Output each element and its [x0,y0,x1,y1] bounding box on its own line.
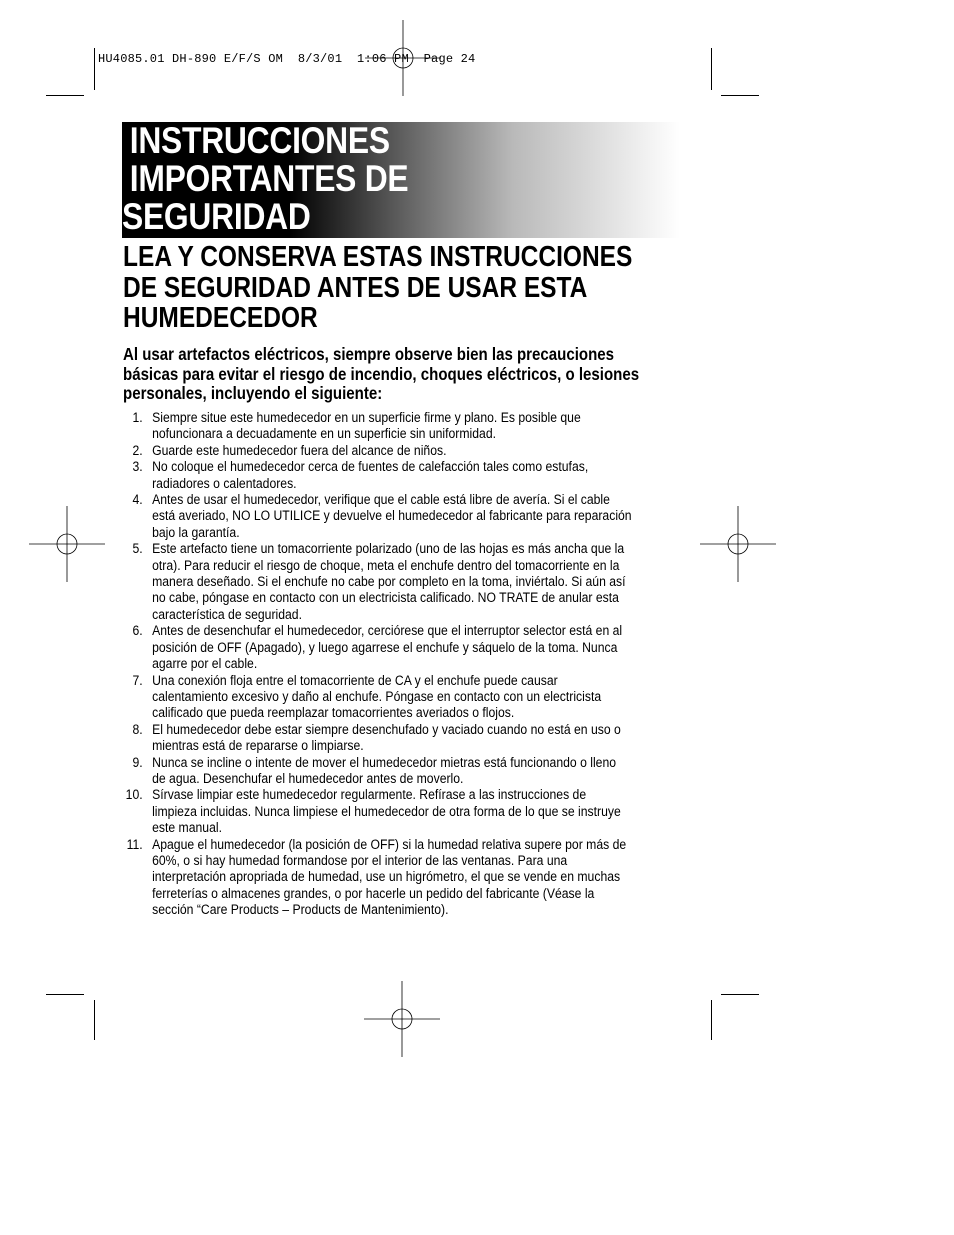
list-item [122,410,672,443]
crop-mark-bottom-right-horizontal [721,994,759,995]
registration-mark-bottom-icon [364,981,440,1057]
list-item-text: 60%, o si hay humedad formandose por el interior de las ventanas. Para una [152,852,568,869]
list-item-text: Siempre situe este humedecedor en un superficie firme y plano. Es posible que [152,410,581,426]
crop-mark-top-left-vertical [94,48,95,90]
list-item-number: 10. [125,787,143,804]
page-title-line: IMPORTANTES DE [129,158,409,199]
safety-instructions-list [122,410,672,919]
registration-mark-left-icon [29,506,105,582]
list-item-text: manera deseñado. Si el enchufe no cabe por completo en la toma, inviértalo. Si aún así [152,574,626,591]
list-item [122,623,672,672]
list-item-number: 3. [132,459,143,476]
list-item-text: Una conexión floja entre el tomacorriente de CA y el enchufe puede causar [152,672,558,689]
intro-line: Al usar artefactos eléctricos, siempre observe bien las precauciones [123,344,615,364]
registration-mark-top-icon [365,20,441,96]
list-item-text: está averiado, NO LO UTILICE y devuelve el humedecedor al fabricante para reparación [152,508,632,525]
list-item-text: característica de seguridad. [152,606,302,623]
crop-mark-top-left-horizontal [46,95,84,96]
list-item-text: Antes de desenchufar el humedecedor, cerciórese que el interruptor selector está en al [152,623,623,640]
intro-paragraph [123,345,673,404]
intro-line: básicas para evitar el riesgo de incendio, choques eléctricos, o lesiones [123,363,640,384]
list-item-number: 4. [132,492,143,509]
list-item [122,459,672,492]
list-item-text: posición de OFF (Apagado), y luego agarrese el enchufe y sáquelo de la toma. Nunca [152,639,618,656]
list-item-text: El humedecedor debe estar siempre desenchufado y vaciado cuando no está en uso o [152,721,621,738]
list-item [122,787,672,836]
crop-mark-bottom-left-horizontal [46,994,84,995]
page-subtitle-line: HUMEDECEDOR [123,302,318,334]
list-item-text: Guarde este humedecedor fuera del alcance de niños. [152,442,447,459]
list-item-number: 9. [132,754,143,771]
list-item-number: 7. [132,672,143,689]
list-item-text: Nunca se incline o intente de mover el humedecedor mietras está funcionando o lleno [152,754,617,771]
page-title-line: INSTRUCCIONES [129,120,390,161]
print-slug-line: HU4085.01 DH-890 E/F/S OM 8/3/01 1:06 PM Page 24 [98,52,476,66]
list-item-text: agarre por el cable. [152,656,258,673]
list-item [122,722,672,755]
list-item-number: 11. [126,836,143,853]
crop-mark-top-right-horizontal [721,95,759,96]
list-item [122,443,672,459]
list-item-text: Sírvase limpiar este humedecedor regularmente. Refírase a las instrucciones de [152,787,587,804]
list-item-number: 1. [132,410,143,426]
list-item-text: bajo la garantía. [152,524,240,541]
list-item [122,837,672,919]
list-item-text: Apague el humedecedor (la posición de OFF) si la humedad relativa supere por más de [152,836,627,853]
page-subtitle [123,242,656,334]
list-item-number: 6. [132,623,143,640]
list-item-text: Antes de usar el humedecedor, verifique que el cable está libre de avería. Si el cable [152,492,610,509]
list-item-number: 5. [132,541,143,558]
crop-mark-bottom-right-vertical [711,1000,712,1040]
list-item [122,755,672,788]
list-item-text: mientras está de repararse o limpiarse. [152,738,364,755]
list-item-number: 8. [132,721,143,738]
list-item-text: calentamiento excesivo y daño al enchufe. Póngase en contacto con un electricista [152,688,602,705]
list-item-text: calificado que pueda reemplazar tomacorrientes averiados o flojos. [152,705,515,722]
list-item-text: limpieza incluidas. Nunca limpiese el humedecedor de otra forma de lo que se instruye [152,803,621,820]
list-item [122,541,672,623]
list-item-text: ferreterías o almacenes grandes, o por hacerle un pedido del fabricante (Véase la [152,885,595,902]
list-item-text: nofuncionara a decuadamente en un superficie sin uniformidad. [152,426,497,443]
registration-mark-right-icon [700,506,776,582]
list-item-text: otra). Para reducir el riesgo de choque, meta el enchufe dentro del tomacorriente en la [152,557,620,574]
page-title-line: SEGURIDAD [122,196,311,237]
page-subtitle-line: DE SEGURIDAD ANTES DE USAR ESTA [123,271,588,304]
list-item-text: No coloque el humedecedor cerca de fuentes de calefacción tales como estufas, [152,459,589,476]
intro-line: personales, incluyendo el siguiente: [123,383,383,403]
list-item-text: radiadores o calentadores. [152,475,297,492]
list-item [122,673,672,722]
page-title [122,122,604,236]
list-item-text: de agua. Desenchufar el humedecedor antes de moverlo. [152,770,464,787]
list-item-text: este manual. [152,820,222,837]
list-item-text: Este artefacto tiene un tomacorriente polarizado (uno de las hojas es más ancha que la [152,541,625,558]
crop-mark-bottom-left-vertical [94,1000,95,1040]
list-item-number: 2. [132,442,143,459]
crop-mark-top-right-vertical [711,48,712,90]
list-item-text: interpretación apropriada de humedad, use un higrómetro, el que se vende en muchas [152,869,621,886]
list-item-text: sección “Care Products – Products de Mantenimiento). [152,902,449,919]
list-item-text: no cabe, póngase en contacto con un electricista calificado. NO TRATE de anular esta [152,590,619,607]
page-subtitle-line: LEA Y CONSERVA ESTAS INSTRUCCIONES [123,241,633,273]
list-item [122,492,672,541]
